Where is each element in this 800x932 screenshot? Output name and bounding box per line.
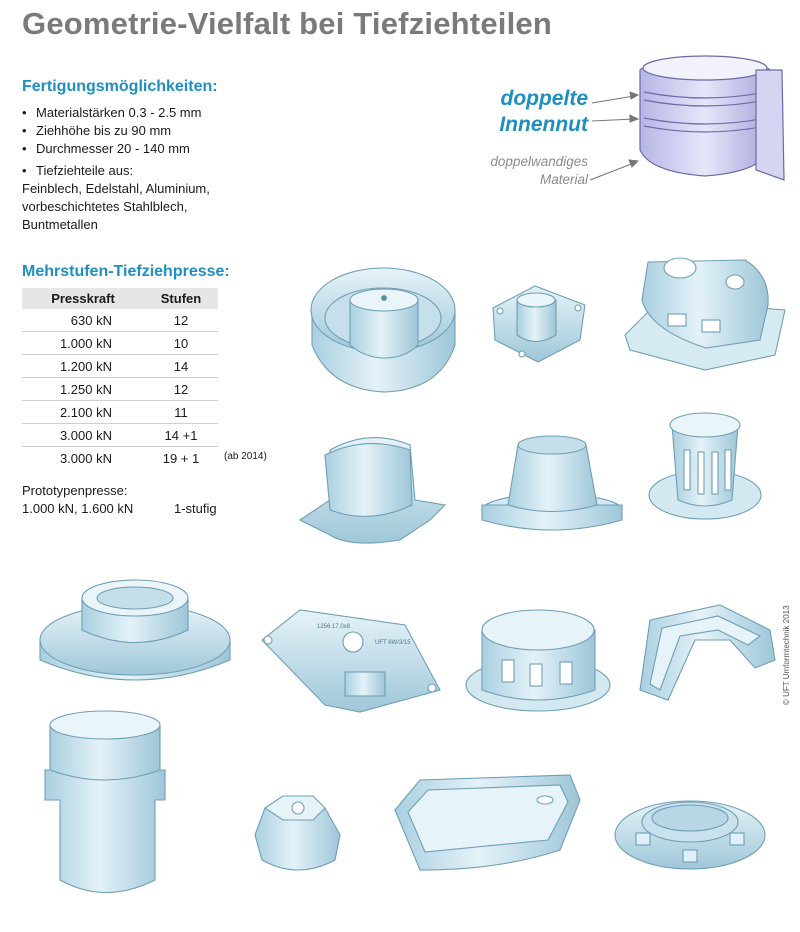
part-engraving: 1256.17.0x8 <box>317 624 351 630</box>
arrow-line <box>590 163 634 180</box>
part-cage-with-flange <box>649 413 761 519</box>
press-stages: 14 <box>144 355 218 378</box>
part-domed-flange-cover <box>615 801 765 869</box>
arrowhead <box>630 115 638 122</box>
part-engraving: UFT 6W/3/15 <box>375 640 411 646</box>
prototype-label: Prototypenpresse: <box>22 483 128 498</box>
press-stages: 11 <box>144 401 218 424</box>
capability-item: • Ziehhöhe bis zu 90 mm <box>22 122 210 140</box>
copyright: © UFT Umformtechnik 2013 <box>782 605 791 705</box>
double-groove-part <box>640 56 784 180</box>
callout-highlight-line: doppelte <box>500 87 588 110</box>
press-force: 630 kN <box>70 312 112 328</box>
arrow-line <box>592 96 634 103</box>
part-square-flange-cup <box>493 286 585 362</box>
part-housing-with-holes <box>625 258 785 370</box>
press-force: 3.000 kN <box>22 447 144 470</box>
callout-note-line: doppelwandiges <box>490 154 588 169</box>
press-stages: 19 + 1 <box>144 447 218 470</box>
press-note: (ab 2014) <box>224 451 267 462</box>
press-force: 1.200 kN <box>22 355 144 378</box>
part-slotted-housing <box>466 610 610 711</box>
prototype-forces: 1.000 kN, 1.600 kN <box>22 501 134 516</box>
part-u-shaped-frame <box>640 605 775 700</box>
materials-intro: • Tiefziehteile aus: <box>36 163 134 178</box>
capability-item: • Materialstärken 0.3 - 2.5 mm <box>22 104 210 122</box>
press-force: 2.100 kN <box>22 401 144 424</box>
capability-item: • Durchmesser 20 - 140 mm <box>22 140 210 158</box>
column-header: Presskraft <box>22 288 144 309</box>
press-force: 3.000 kN <box>22 424 144 447</box>
part-hex-cap <box>255 796 340 870</box>
part-tall-stepped-sleeve <box>45 711 165 893</box>
press-stages: 12 <box>173 312 189 328</box>
materials-line: vorbeschichtetes Stahlblech, <box>22 199 188 214</box>
arrowhead <box>629 160 638 167</box>
press-force: 1.250 kN <box>22 378 144 401</box>
part-dish-with-cup <box>311 268 455 392</box>
capabilities-heading: Fertigungsmöglichkeiten: <box>22 78 218 95</box>
arrowhead <box>630 92 638 99</box>
part-stepped-ring-flange <box>40 580 230 680</box>
page-title: Geometrie-Vielfalt bei Tiefziehteilen <box>22 6 552 41</box>
press-stages: 10 <box>144 332 218 355</box>
press-stages: 14 +1 <box>144 424 218 447</box>
part-cone-with-flange <box>482 436 622 530</box>
column-header: Stufen <box>144 288 218 309</box>
materials-line: Buntmetallen <box>22 217 98 232</box>
press-force: 1.000 kN <box>22 332 144 355</box>
materials-line: Feinblech, Edelstahl, Aluminium, <box>22 181 210 196</box>
press-heading: Mehrstufen-Tiefziehpresse: <box>22 263 230 280</box>
arrow-line <box>592 119 634 121</box>
callout-arrows <box>590 92 638 180</box>
part-bracket-with-label <box>262 610 440 712</box>
press-stages: 12 <box>144 378 218 401</box>
part-half-shell-with-tabs <box>300 438 445 543</box>
prototype-stages: 1-stufig <box>174 501 217 516</box>
part-oval-tray <box>395 775 580 870</box>
callout-highlight-line: Innennut <box>499 113 588 136</box>
callout-note-line: Material <box>539 172 588 187</box>
